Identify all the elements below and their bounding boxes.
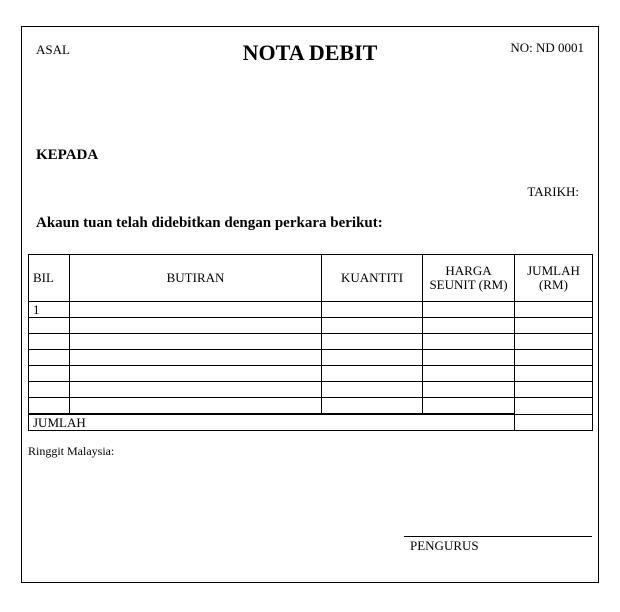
cell-butiran	[70, 366, 322, 382]
cell-kuantiti	[322, 334, 423, 350]
cell-butiran	[70, 334, 322, 350]
cell-kuantiti	[322, 366, 423, 382]
cell-kuantiti	[322, 398, 423, 415]
cell-jumlah	[515, 366, 593, 382]
signatory-label: PENGURUS	[410, 538, 479, 553]
signature-line	[404, 536, 592, 537]
column-header-butiran: BUTIRAN	[70, 255, 322, 302]
cell-bil	[29, 398, 70, 415]
amount-in-words-label: Ringgit Malaysia:	[28, 444, 115, 458]
table-row	[29, 382, 593, 398]
total-label: JUMLAH	[29, 414, 515, 431]
recipient-label: KEPADA	[36, 147, 99, 163]
cell-kuantiti	[322, 382, 423, 398]
column-header-bil: BIL	[29, 255, 70, 302]
cell-bil	[29, 366, 70, 382]
table-row	[29, 334, 593, 350]
page-title: NOTA DEBIT	[242, 40, 378, 65]
cell-bil	[29, 382, 70, 398]
cell-butiran	[70, 398, 322, 415]
total-value-cell	[515, 414, 593, 431]
cell-harga-seunit	[423, 350, 515, 366]
cell-bil	[29, 318, 70, 334]
cell-bil: 1	[29, 302, 70, 318]
table-row	[29, 398, 593, 415]
cell-jumlah	[515, 350, 593, 366]
column-header-harga-seunit: HARGA SEUNIT (RM)	[423, 255, 515, 302]
cell-harga-seunit	[423, 302, 515, 318]
cell-harga-seunit	[423, 318, 515, 334]
table-row	[29, 350, 593, 366]
cell-butiran	[70, 382, 322, 398]
cell-butiran	[70, 302, 322, 318]
cell-kuantiti	[322, 350, 423, 366]
cell-harga-seunit	[423, 366, 515, 382]
column-header-jumlah: JUMLAH (RM)	[515, 255, 593, 302]
cell-harga-seunit	[423, 398, 515, 415]
cell-jumlah	[515, 302, 593, 318]
table-row	[29, 318, 593, 334]
date-label: TARIKH:	[527, 184, 579, 199]
cell-bil	[29, 350, 70, 366]
cell-butiran	[70, 318, 322, 334]
cell-harga-seunit	[423, 334, 515, 350]
cell-jumlah	[515, 334, 593, 350]
cell-bil	[29, 334, 70, 350]
table-header-row	[29, 255, 593, 302]
document-number: NO: ND 0001	[510, 40, 584, 55]
table-row	[29, 366, 593, 382]
cell-kuantiti	[322, 318, 423, 334]
cell-harga-seunit	[423, 382, 515, 398]
intro-text: Akaun tuan telah didebitkan dengan perkara berikut:	[36, 215, 383, 231]
cell-jumlah	[515, 398, 593, 415]
cell-butiran	[70, 350, 322, 366]
items-table	[28, 254, 593, 431]
cell-kuantiti	[322, 302, 423, 318]
total-row	[29, 414, 593, 431]
copy-label: ASAL	[36, 42, 70, 57]
column-header-kuantiti: KUANTITI	[322, 255, 423, 302]
cell-jumlah	[515, 382, 593, 398]
cell-jumlah	[515, 318, 593, 334]
table-row	[29, 302, 593, 318]
